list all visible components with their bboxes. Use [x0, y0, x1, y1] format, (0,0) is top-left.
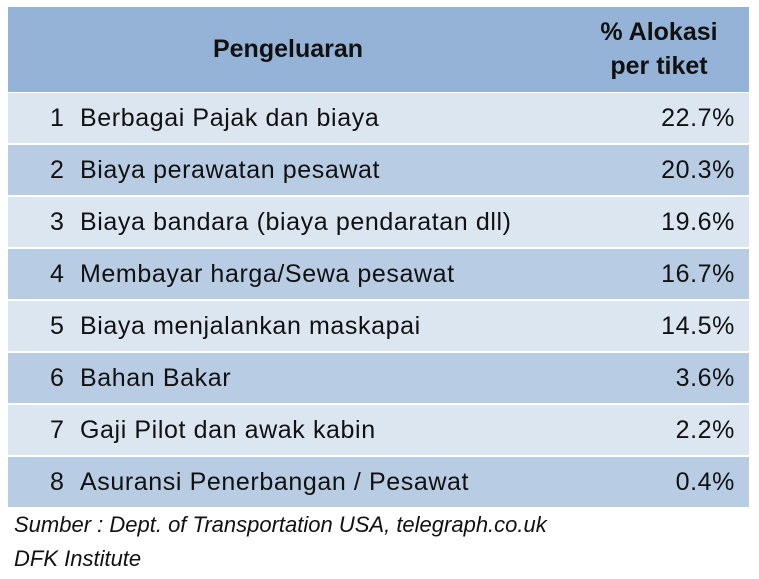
row-label: Biaya menjalankan maskapai	[80, 312, 421, 340]
row-value: 16.7%	[661, 260, 735, 288]
row-label: Asuransi Penerbangan / Pesawat	[80, 468, 470, 496]
row-number: 6	[50, 364, 64, 392]
column-header-expense: Pengeluaran	[212, 35, 364, 63]
table-row	[8, 93, 749, 145]
row-label: Membayar harga/Sewa pesawat	[80, 260, 455, 288]
source-note	[14, 508, 547, 576]
row-number: 4	[50, 260, 64, 288]
table-row	[8, 457, 749, 509]
row-number: 5	[50, 312, 64, 340]
row-number: 2	[50, 156, 64, 184]
row-value: 19.6%	[661, 208, 735, 236]
row-label: Biaya bandara (biaya pendaratan dll)	[80, 208, 512, 236]
column-header-allocation-line1: % Alokasi	[600, 18, 718, 46]
row-value: 20.3%	[661, 156, 735, 184]
row-number: 3	[50, 208, 64, 236]
row-value: 14.5%	[661, 312, 735, 340]
row-number: 7	[50, 416, 64, 444]
column-header-allocation	[579, 15, 739, 83]
row-value: 2.2%	[675, 416, 735, 444]
table-header	[8, 7, 749, 93]
row-label: Gaji Pilot dan awak kabin	[80, 416, 376, 444]
expense-allocation-table	[8, 7, 749, 509]
source-line-1: Sumber : Dept. of Transportation USA, telegraph.co.uk	[14, 512, 547, 537]
table-row	[8, 249, 749, 301]
table-row	[8, 405, 749, 457]
table-row	[8, 301, 749, 353]
table-row	[8, 145, 749, 197]
table-row	[8, 197, 749, 249]
row-label: Bahan Bakar	[80, 364, 232, 392]
row-label: Berbagai Pajak dan biaya	[80, 104, 380, 132]
table-row	[8, 353, 749, 405]
row-value: 22.7%	[661, 104, 735, 132]
row-number: 1	[50, 104, 64, 132]
row-label: Biaya perawatan pesawat	[80, 156, 381, 184]
column-header-allocation-line2: per tiket	[610, 52, 708, 80]
row-value: 0.4%	[675, 468, 735, 496]
row-value: 3.6%	[675, 364, 735, 392]
row-number: 8	[50, 468, 64, 496]
source-line-2: DFK Institute	[14, 546, 142, 571]
